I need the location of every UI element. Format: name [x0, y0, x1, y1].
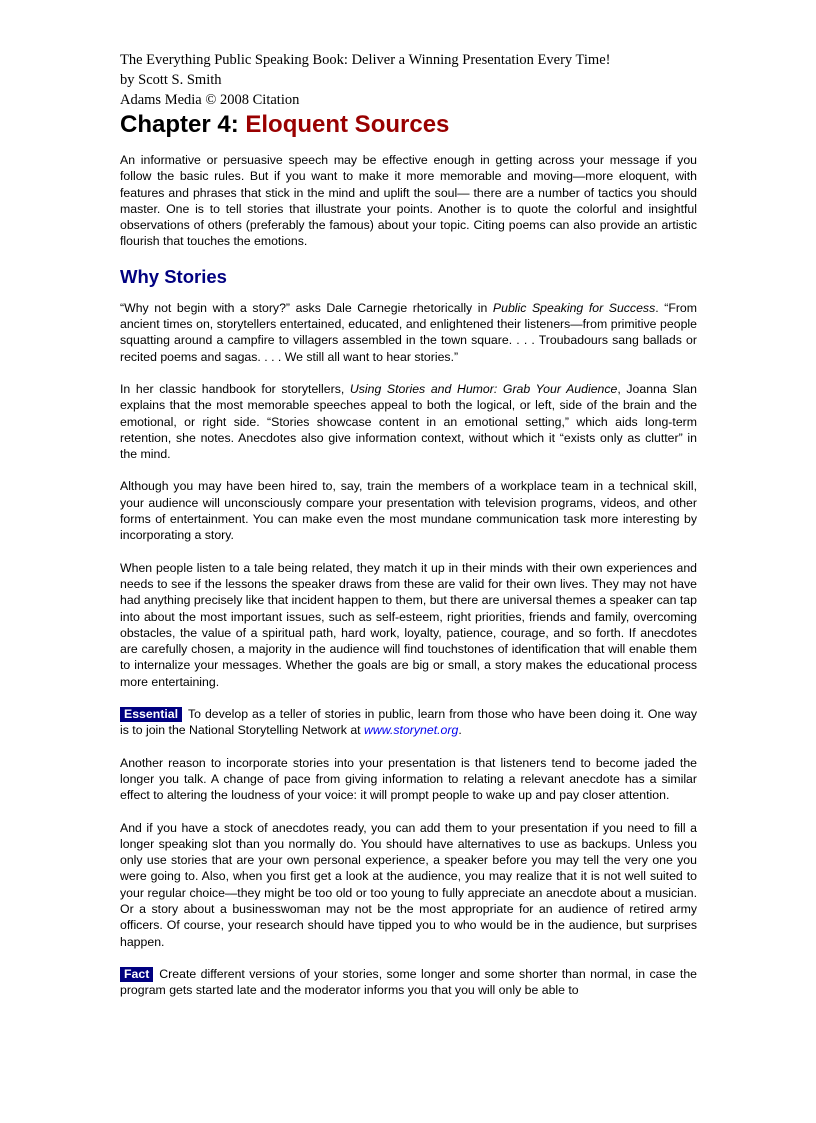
note-text: Create different versions of your stories, some longer and some shorter than normal, in case the program gets started late and the moderator informs you that you will only be able to	[120, 966, 697, 998]
chapter-title: Eloquent Sources	[245, 111, 450, 138]
paragraph-text: “Why not begin with a story?” asks Dale Carnegie rhetorically in	[120, 300, 493, 315]
chapter-heading	[120, 110, 697, 140]
storynet-link[interactable]: www.storynet.org	[364, 723, 459, 738]
paragraph-text: In her classic handbook for storytellers,	[120, 381, 350, 396]
citation-block	[120, 50, 697, 110]
publisher-line: Adams Media © 2008 Citation	[120, 92, 300, 108]
essential-note	[120, 706, 697, 739]
paragraph-slan	[120, 381, 697, 462]
fact-note	[120, 966, 697, 999]
essential-badge: Essential	[120, 707, 182, 722]
book-title-italic: Using Stories and Humor: Grab Your Audience	[349, 381, 618, 396]
note-text: To develop as a teller of stories in public, learn from those who have been doing it. One way is to join the National Storytelling Network at	[120, 707, 697, 738]
document-page	[120, 50, 697, 1014]
author-line: by Scott S. Smith	[120, 72, 222, 88]
paragraph-carnegie	[120, 300, 697, 365]
chapter-prefix: Chapter 4:	[120, 111, 246, 138]
paragraph-jaded: Another reason to incorporate stories into your presentation is that listeners tend to become jaded the longer you talk. A change of pace from giving information to relating a relevant anecdote has a similar effect to altering the loudness of your voice: it will prompt people to wake up and pay closer attention.	[120, 755, 697, 803]
paragraph-tale: When people listen to a tale being related, they match it up in their minds with their own experiences and needs to see if the lessons the speaker draws from these are valid for their own lives. They may not have had anything precisely like that incident happen to them, but there are universal themes a speaker can tap into about the most important issues, such as self-esteem, right priorities, friends and family, overcoming obstacles, the value of a spiritual path, hard work, loyalty, patience, courage, and so forth. If anecdotes are carefully chosen, a majority in the audience will find touchstones of identification that will enable them to internalize your messages. Whether the goals are big or small, a story makes the educational process more entertaining.	[120, 560, 697, 689]
paragraph-workplace: Although you may have been hired to, say, train the members of a workplace team in a technical skill, your audience will unconsciously compare your presentation with television programs, videos, and other forms of entertainment. You can make even the most mundane communication task more interesting by incorporating a story.	[120, 479, 697, 543]
note-text-end: .	[458, 723, 462, 738]
paragraph-stock: And if you have a stock of anecdotes ready, you can add them to your presentation if you need to fill a longer speaking slot than you normally do. You should have alternatives to use as backups. Unless you only use stories that are your own personal experience, a speaker before you may tell the very one you were going to. Also, when you first get a look at the audience, you may realize that it is not well suited to your regular choice—they might be too old or too young to fully appreciate an anecdote about a musician. Or a story about a businesswoman may not be the most appropriate for an audience of retired army officers. Of course, your research should have tipped you to who would be in the audience, but surprises happen.	[120, 820, 697, 949]
section-heading: Why Stories	[120, 265, 227, 287]
paragraph-text: . “From ancient times on, storytellers entertained, educated, and enlightened their listeners—from primitive people squatting around a campfire to villagers assembled in the town square. . . . Troubadours sang ballads or recited poems and sagas. . . . We still all want to hear stories.”	[120, 300, 698, 364]
book-title-italic: Public Speaking for Success	[492, 300, 656, 315]
fact-badge: Fact	[120, 967, 153, 982]
book-title-line: The Everything Public Speaking Book: Deliver a Winning Presentation Every Time!	[120, 52, 611, 68]
intro-paragraph: An informative or persuasive speech may be effective enough in getting across your message if you follow the basic rules. But if you want to make it more memorable and moving—more eloquent, with features and phrases that stick in the mind and uplift the soul— there are a number of tactics you should master. One is to tell stories that illustrate your points. Another is to quote the colorful and insightful observations of others (preferably the famous) about your topic. Citing poems can also provide an artistic flourish that touches the emotions.	[120, 153, 697, 249]
paragraph-text: , Joanna Slan explains that the most memorable speeches appeal to both the logical, or left, side of the brain and the emotional, or right side. “Stories showcase content in an emotional setting,” which aids long-term retention, she notes. Anecdotes also give information context, without which it “exists only as clutter” in the mind.	[120, 381, 697, 462]
